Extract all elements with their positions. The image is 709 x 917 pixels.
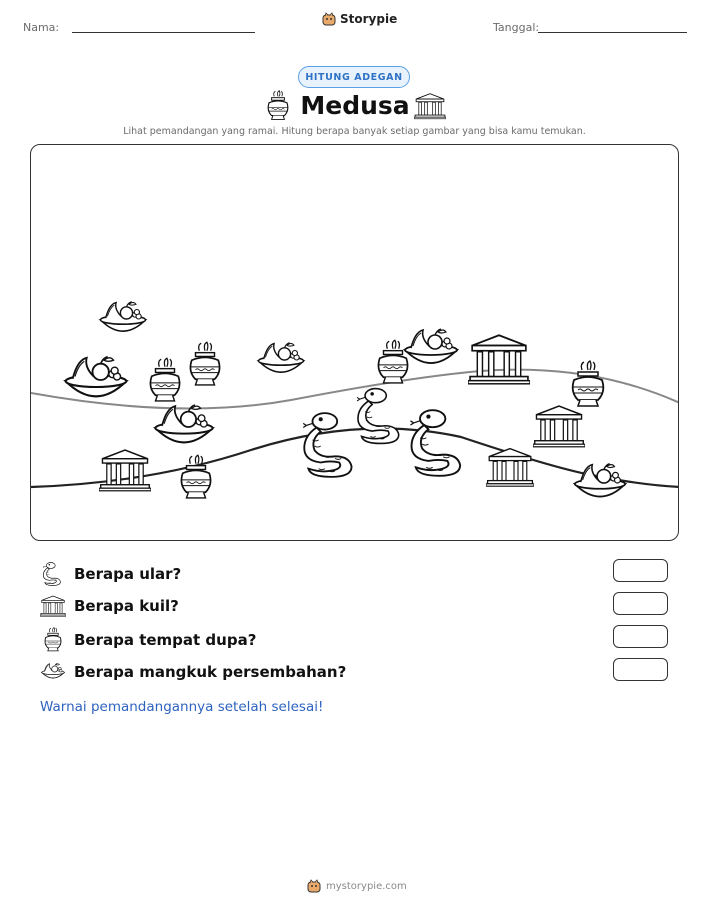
incense-burner bbox=[150, 358, 179, 401]
incense-burner bbox=[573, 361, 604, 406]
brand-name: Storypie bbox=[340, 12, 398, 26]
temple-icon bbox=[40, 594, 66, 618]
coloring-instruction: Warnai pemandangannya setelah selesai! bbox=[40, 699, 324, 715]
question-text: Berapa mangkuk persembahan? bbox=[74, 663, 347, 681]
temple bbox=[468, 335, 530, 384]
offering-bowl bbox=[155, 405, 212, 442]
answer-box-temple[interactable] bbox=[613, 592, 668, 615]
temple-icon bbox=[414, 92, 446, 120]
temple bbox=[99, 450, 151, 491]
question-incense bbox=[40, 627, 256, 653]
offering-bowl bbox=[575, 464, 625, 497]
incense-burner bbox=[378, 340, 407, 383]
snake bbox=[357, 389, 399, 444]
scene-illustration bbox=[31, 145, 679, 541]
answer-box-bowl[interactable] bbox=[613, 658, 668, 681]
activity-badge: HITUNG ADEGAN bbox=[298, 66, 410, 88]
storypie-logo-icon bbox=[307, 879, 321, 893]
footer bbox=[307, 879, 407, 893]
counting-scene bbox=[30, 144, 679, 541]
question-text: Berapa kuil? bbox=[74, 597, 179, 615]
offering-bowl bbox=[100, 302, 145, 331]
temple bbox=[486, 449, 534, 487]
offering-bowl bbox=[66, 357, 127, 397]
page-title: Medusa bbox=[300, 91, 410, 120]
snake bbox=[303, 413, 351, 477]
question-text: Berapa ular? bbox=[74, 565, 182, 583]
date-line[interactable] bbox=[538, 32, 687, 33]
incense-burner bbox=[190, 342, 219, 385]
answer-box-snake[interactable] bbox=[613, 559, 668, 582]
snake bbox=[410, 410, 460, 476]
incense-burner bbox=[181, 455, 210, 498]
name-line[interactable] bbox=[72, 32, 255, 33]
incense-burner-icon bbox=[40, 627, 66, 653]
incense-burner-icon bbox=[265, 90, 291, 122]
date-label: Tanggal: bbox=[493, 21, 540, 34]
offering-bowl bbox=[405, 329, 457, 363]
storypie-logo-icon bbox=[322, 12, 336, 26]
snake-icon bbox=[40, 561, 66, 587]
answer-box-incense[interactable] bbox=[613, 625, 668, 648]
footer-url[interactable]: mystorypie.com bbox=[326, 880, 407, 892]
question-text: Berapa tempat dupa? bbox=[74, 631, 257, 649]
brand-logo bbox=[322, 12, 397, 26]
temple bbox=[533, 406, 585, 447]
question-snake bbox=[40, 561, 181, 587]
question-temple bbox=[40, 594, 179, 618]
offering-bowl bbox=[258, 343, 303, 372]
question-bowl bbox=[40, 660, 346, 684]
name-label: Nama: bbox=[23, 21, 60, 34]
offering-bowl-icon bbox=[40, 660, 66, 684]
instructions: Lihat pemandangan yang ramai. Hitung berapa banyak setiap gambar yang bisa kamu temukan. bbox=[123, 126, 586, 137]
